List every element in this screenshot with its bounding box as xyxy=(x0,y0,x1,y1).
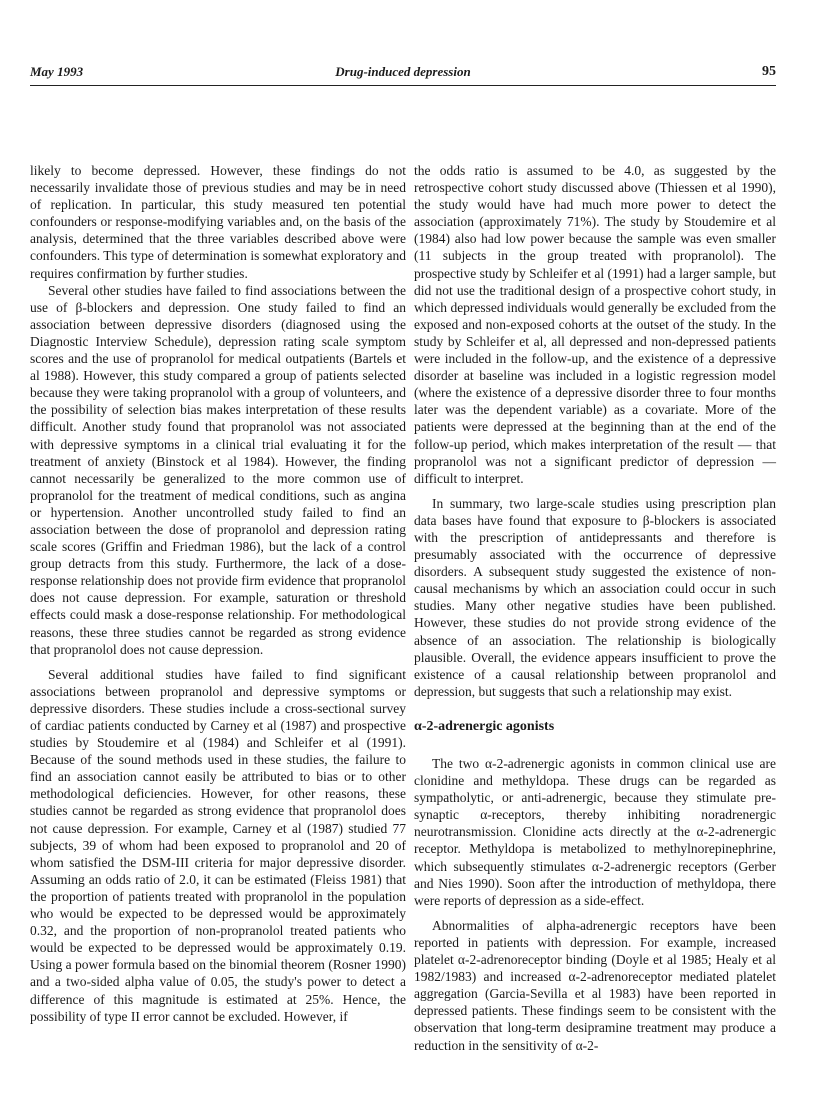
right-column xyxy=(414,162,776,1054)
paragraph: In summary, two large-scale studies using prescription plan data bases have found that exposure to β-blockers is associated with the prescription of antidepressants and therefore is presumably associated with the occurrence of depressive disorders. A subsequent study suggested the existence of non-causal mechanisms by which an association could occur in such studies. Many other negative studies have been published. However, these studies do not provide strong evidence of the absence of an association. The relationship is biologically plausible. Overall, the evidence appears insufficient to prove the existence of a causal relationship between propranolol and depression, but suggests that such a relationship may exist. xyxy=(414,495,776,699)
page-number: 95 xyxy=(762,64,776,79)
paragraph: Abnormalities of alpha-adrenergic receptors have been reported in patients with depression. For example, increased platelet α-2-adrenoreceptor binding (Doyle et al 1985; Healy et al 1982/1983) and increased α-2-adrenoreceptor mediated platelet aggregation (Garcia-Sevilla et al 1983) have been reported in depressed patients. These findings seem to be consistent with the observation that long-term desipramine treatment may produce a reduction in the sensitivity of α-2- xyxy=(414,917,776,1053)
paragraph: the odds ratio is assumed to be 4.0, as suggested by the retrospective cohort study discussed above (Thiessen et al 1990), the study would have had much more power to detect the association (approximately 71%). The study by Stoudemire et al (1984) also had low power because the sample was even smaller (11 subjects in the group treated with propranolol). The prospective study by Schleifer et al (1991) had a larger sample, but did not use the traditional design of a prospective cohort study, in which depressed individuals would generally be excluded from the exposed and non-exposed cohorts at the outset of the study. In the study by Schleifer et al, all depressed and non-depressed patients were included in the follow-up, and the existence of a depressive disorder at baseline was included in a logistic regression model (where the existence of a depressive disorder three to four months later was the dependent variable) as a covariate. More of the patients were depressed at the beginning than at the end of the follow-up period, which makes interpretation of the result — that propranolol was not a significant predictor of depression — difficult to interpret. xyxy=(414,163,776,486)
section-heading: α-2-adrenergic agonists xyxy=(414,718,555,734)
header-date: May 1993 xyxy=(30,64,84,79)
paragraph: likely to become depressed. However, these findings do not necessarily invalidate those of previous studies and may be in need of replication. In particular, this study measured ten potential confounders or response-modifying variables and, on the basis of the analysis, determined that the three variables described above were confounders. This type of determination is somewhat exploratory and requires confirmation by further studies. xyxy=(30,163,406,281)
left-column xyxy=(30,162,406,1025)
header-rule xyxy=(30,85,776,86)
paragraph: Several additional studies have failed to find significant associations between propranolol and depressive symptoms or depressive disorders. These studies include a cross-sectional survey of cardiac patients conducted by Carney et al (1987) and prospective studies by Stoudemire et al (1984) and Schleifer et al (1991). Because of the sound methods used in these studies, the failure to find an association cannot easily be attributed to bias or to other methodological deficiencies. However, for other reasons, these studies cannot be regarded as strong evidence that propranolol does not cause depression. For example, Carney et al (1987) studied 77 subjects, 39 of whom had been exposed to propranolol and 20 of whom satisfied the DSM-III criteria for major depressive disorder. Assuming an odds ratio of 2.0, it can be estimated (Fleiss 1981) that the proportion of patients treated with propranolol in the population who would be expected to be depressed would be approximately 0.32, and the proportion of non-propranolol treated patients who would be expected to be depressed would be approximately 0.19. Using a power formula based on the binomial theorem (Rosner 1990) and a two-sided alpha value of 0.05, the study's power to detect a difference of this magnitude is estimated at 25%. Hence, the possibility of type II error cannot be excluded. However, if xyxy=(30,666,406,1024)
paragraph: The two α-2-adrenergic agonists in common clinical use are clonidine and methyldopa. These drugs can be regarded as sympatholytic, or anti-adrenergic, because they stimulate pre-synaptic α-receptors, thereby inhibiting noradrenergic neurotransmission. Clonidine acts directly at the α-2-adrenergic receptor. Methyldopa is metabolized to methylnorepinephrine, which subsequently stimulates α-2-adrenergic receptors (Gerber and Nies 1990). Soon after the introduction of methyldopa, there were reports of depression as a side-effect. xyxy=(414,756,776,908)
paragraph: Several other studies have failed to find associations between the use of β-blockers and depression. One study failed to find an association between depressive disorders (diagnosed using the Diagnostic Interview Schedule), depression rating scale symptom scores and the use of propranolol for medical outpatients (Bartels et al 1988). However, this study compared a group of patients selected because they were taking propranolol with a group of volunteers, and the possibility of selection bias makes interpretation of these results difficult. Another study found that propranolol was not associated with depressive symptoms in a clinical trial evaluating it for the treatment of anxiety (Binstock et al 1984). However, the finding cannot necessarily be generalized to the more common use of propranolol for the treatment of medical conditions, such as angina or hypertension. Another uncontrolled study failed to find an association between the dose of propranolol and depression rating scale scores (Griffin and Friedman 1986), but the lack of a control group detracts from this study. Furthermore, the lack of a dose-response relationship does not provide firm evidence that propranolol does not cause depression. For example, saturation or threshold effects could mask a dose-response relationship. For methodological reasons, these three studies cannot be regarded as strong evidence that propranolol does not cause depression. xyxy=(30,282,406,657)
header-title: Drug-induced depression xyxy=(335,64,471,79)
running-header xyxy=(30,64,776,84)
